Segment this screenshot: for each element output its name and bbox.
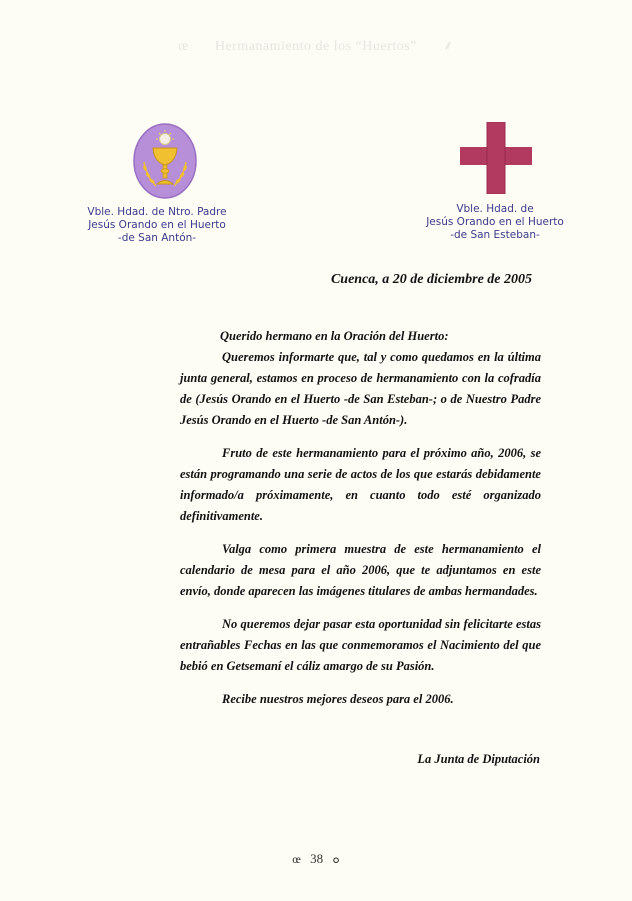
caption-line: Vble. Hdad. de <box>456 203 534 215</box>
header-title: Hermanamiento de los “Huertos” <box>214 39 417 54</box>
letter-signature: La Junta de Diputación <box>417 752 540 766</box>
caption-line: -de San Esteban- <box>450 229 540 241</box>
letter-salutation: Querido hermano en la Oración del Huerto: <box>220 329 449 343</box>
footer-ornament-right: ๐ <box>332 852 340 866</box>
caption-line: Jesús Orando en el Huerto <box>88 219 226 231</box>
cross-emblem-icon <box>458 122 534 194</box>
caption-line: Jesús Orando en el Huerto <box>426 216 564 228</box>
letter-paragraph: Valga como primera muestra de este hermanamiento el calendario de mesa para el año 2006, que te adjuntamos en este envío, donde aparecen las imágenes titulares de ambas hermandades. <box>180 542 541 598</box>
letter-paragraph: No queremos dejar pasar esta oportunidad sin felicitarte estas entrañables Fechas en las que conmemoramos el Nacimiento del que bebió en Getsemaní el cáliz amargo de su Pasión. <box>180 617 541 673</box>
page-footer <box>0 850 632 869</box>
header-ornament-left: œ <box>178 39 189 54</box>
caption-line: Vble. Hdad. de Ntro. Padre <box>87 206 227 218</box>
page-header <box>0 36 632 55</box>
right-brotherhood-caption <box>420 203 570 242</box>
caption-line: -de San Antón- <box>117 232 197 244</box>
chalice-emblem-icon <box>132 122 198 200</box>
letter-body <box>180 326 541 710</box>
letter-paragraph: Queremos informarte que, tal y como quedamos en la última junta general, estamos en proceso de hermanamiento con la cofradía de (Jesús Orando en el Huerto -de San Esteban-; o de Nuestro Padre Jesús Orando en el Huerto -de San Antón-). <box>180 350 541 427</box>
letter-paragraph: Fruto de este hermanamiento para el próximo año, 2006, se están programando una serie de actos de los que estarás debidamente informado/a próximamente, en cuanto todo esté organizado definitivamente. <box>180 446 541 523</box>
footer-ornament-left: œ <box>292 852 301 866</box>
page-number: 38 <box>310 851 324 866</box>
letter-date: Cuenca, a 20 de diciembre de 2005 <box>330 272 532 287</box>
header-ornament-right: ⸙ <box>442 39 454 54</box>
left-brotherhood-caption <box>82 206 232 245</box>
letter-closing: Recibe nuestros mejores deseos para el 2006. <box>222 692 454 706</box>
